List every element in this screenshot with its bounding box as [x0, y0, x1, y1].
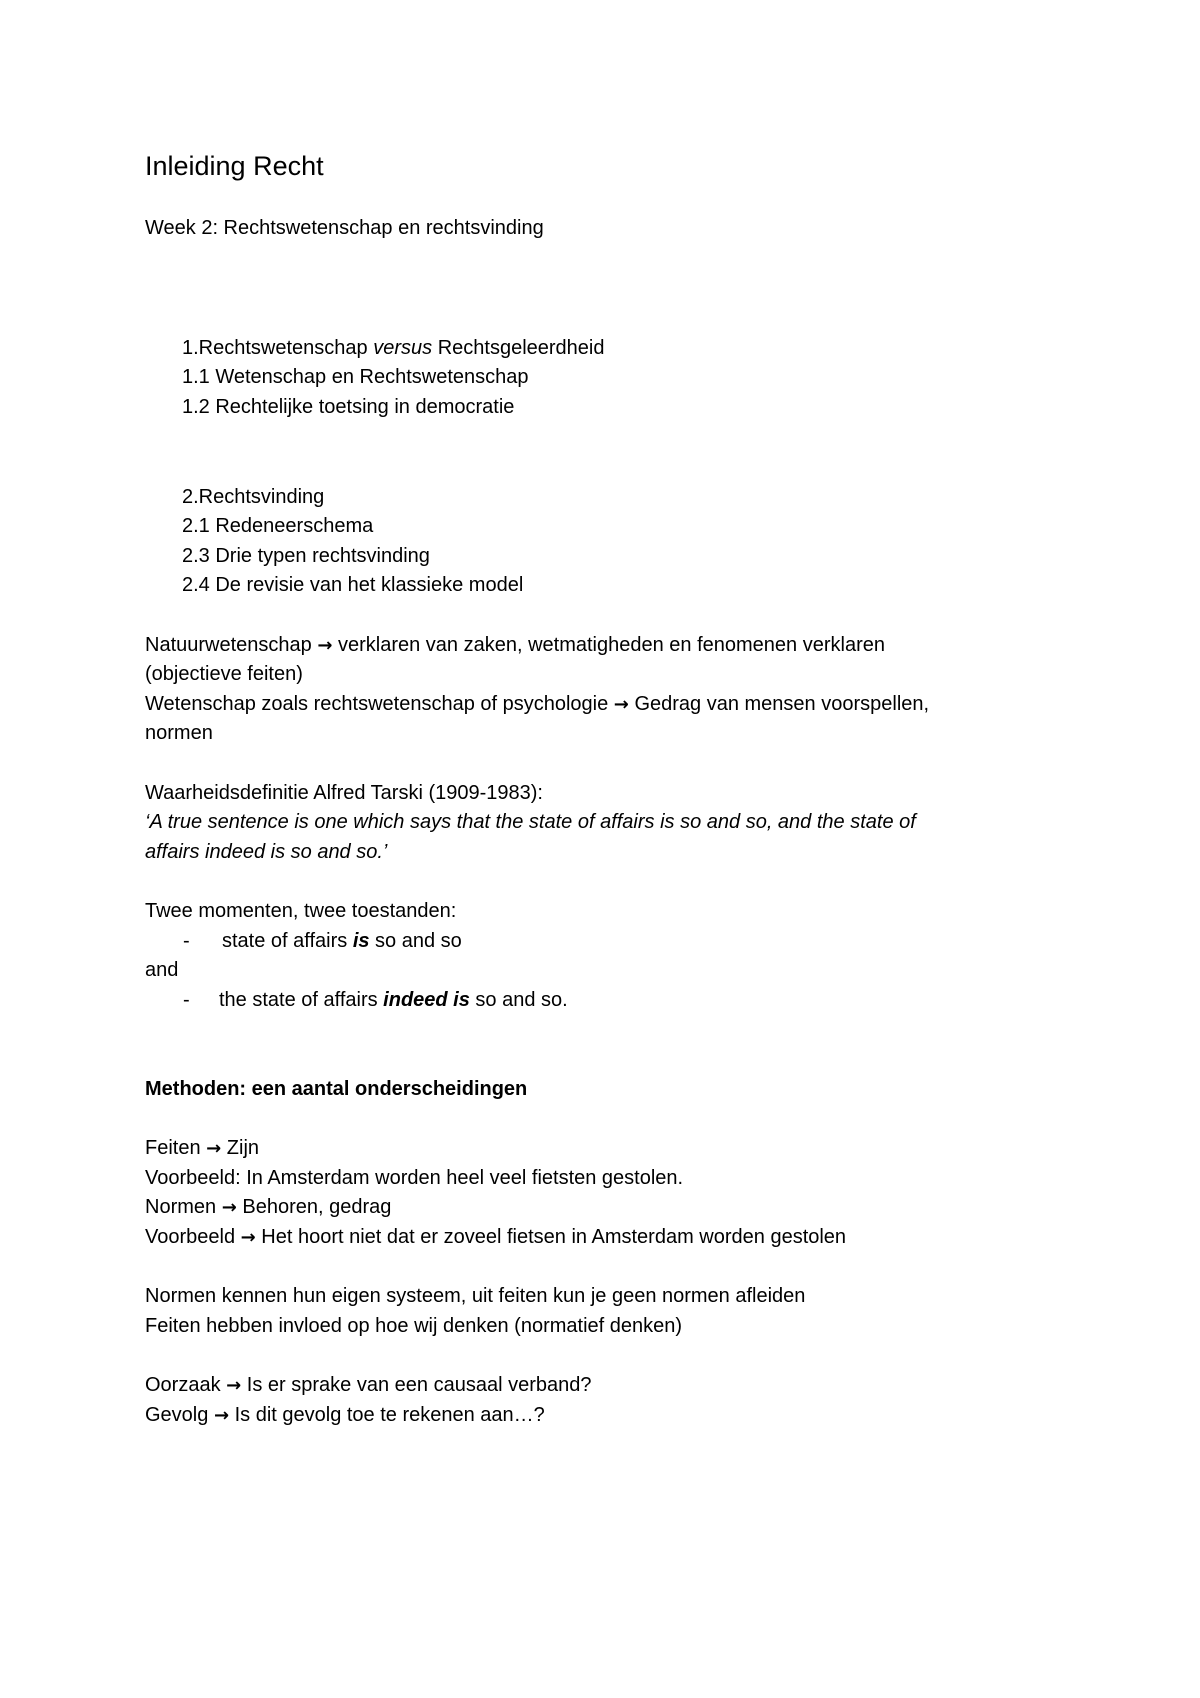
toc-section-1	[182, 333, 604, 363]
methods-example-2	[145, 1222, 846, 1253]
moments-heading: Twee momenten, twee toestanden:	[145, 900, 457, 922]
term: Oorzaak	[145, 1374, 227, 1396]
term-text: Zijn	[221, 1137, 260, 1159]
item-text: so and so	[369, 930, 462, 952]
norms-line-2: Feiten hebben invloed op hoe wij denken (normatief denken)	[145, 1315, 683, 1337]
cause-line	[145, 1370, 591, 1401]
arrow-icon: →	[613, 694, 629, 715]
term: Normen	[145, 1196, 222, 1218]
item-emphasis: is	[352, 930, 370, 952]
term-text: Het hoort niet dat er zoveel fietsen in Amsterdam worden gestolen	[255, 1226, 847, 1248]
item-text: the state of affairs	[219, 989, 384, 1011]
norms-line-1: Normen kennen hun eigen systeem, uit feiten kun je geen normen afleiden	[145, 1285, 806, 1307]
toc-s1-pre: 1.Rechtswetenschap	[182, 337, 374, 359]
moments-and: and	[145, 959, 179, 981]
methods-example-1: Voorbeeld: In Amsterdam worden heel veel fietsten gestolen.	[145, 1167, 684, 1189]
arrow-icon: →	[206, 1138, 222, 1159]
tarski-heading: Waarheidsdefinitie Alfred Tarski (1909-1983):	[145, 782, 543, 804]
toc-section-2: 2.Rechtsvinding	[182, 486, 325, 508]
toc-section-1-1: 1.1 Wetenschap en Rechtswetenschap	[182, 366, 529, 388]
tarski-quote-line-1: ‘A true sentence is one which says that the state of affairs is so and so, and the state of	[145, 811, 916, 833]
toc-s1-post: Rechtsgeleerdheid	[432, 337, 605, 359]
arrow-icon: →	[213, 1405, 230, 1426]
toc-section-2-1: 2.1 Redeneerschema	[182, 515, 374, 537]
toc-section-1-2: 1.2 Rechtelijke toetsing in democratie	[182, 396, 515, 418]
methods-line-normen	[145, 1192, 391, 1223]
toc-s1-italic: versus	[373, 337, 433, 359]
bullet-dash: -	[183, 989, 190, 1011]
effect-line	[145, 1400, 545, 1431]
moments-item-2	[219, 985, 568, 1015]
term: Voorbeeld	[145, 1226, 241, 1248]
term-text: Is dit gevolg toe te rekenen aan…?	[229, 1404, 545, 1426]
item-text: state of affairs	[222, 930, 353, 952]
tarski-quote-line-2: affairs indeed is so and so.’	[145, 841, 388, 863]
term: Gevolg	[145, 1404, 214, 1426]
document-title: Inleiding Recht	[145, 151, 324, 181]
moments-item-1	[222, 926, 462, 956]
methods-line-feiten	[145, 1133, 259, 1164]
bullet-dash: -	[183, 930, 190, 952]
term: Feiten	[145, 1137, 207, 1159]
science-line-2: (objectieve feiten)	[145, 663, 303, 685]
science-term: Natuurwetenschap	[145, 634, 318, 656]
science-line-1	[145, 630, 885, 661]
arrow-icon: →	[240, 1227, 256, 1248]
science-text: verklaren van zaken, wetmatigheden en fenomenen verklaren	[332, 634, 885, 656]
arrow-icon: →	[317, 635, 333, 656]
science-text: Gedrag van mensen voorspellen,	[628, 693, 930, 715]
science-line-4: normen	[145, 722, 213, 744]
science-line-3	[145, 689, 929, 720]
science-term: Wetenschap zoals rechtswetenschap of psychologie	[145, 693, 614, 715]
toc-section-2-3: 2.3 Drie typen rechtsvinding	[182, 545, 430, 567]
methods-heading: Methoden: een aantal onderscheidingen	[145, 1078, 528, 1100]
item-emphasis: indeed is	[383, 989, 470, 1011]
document-subtitle: Week 2: Rechtswetenschap en rechtsvinding	[145, 217, 544, 239]
item-text: so and so.	[469, 989, 568, 1011]
toc-section-2-4: 2.4 De revisie van het klassieke model	[182, 574, 524, 596]
term-text: Is er sprake van een causaal verband?	[241, 1374, 592, 1396]
arrow-icon: →	[226, 1375, 242, 1396]
arrow-icon: →	[221, 1197, 237, 1218]
term-text: Behoren, gedrag	[236, 1196, 392, 1218]
